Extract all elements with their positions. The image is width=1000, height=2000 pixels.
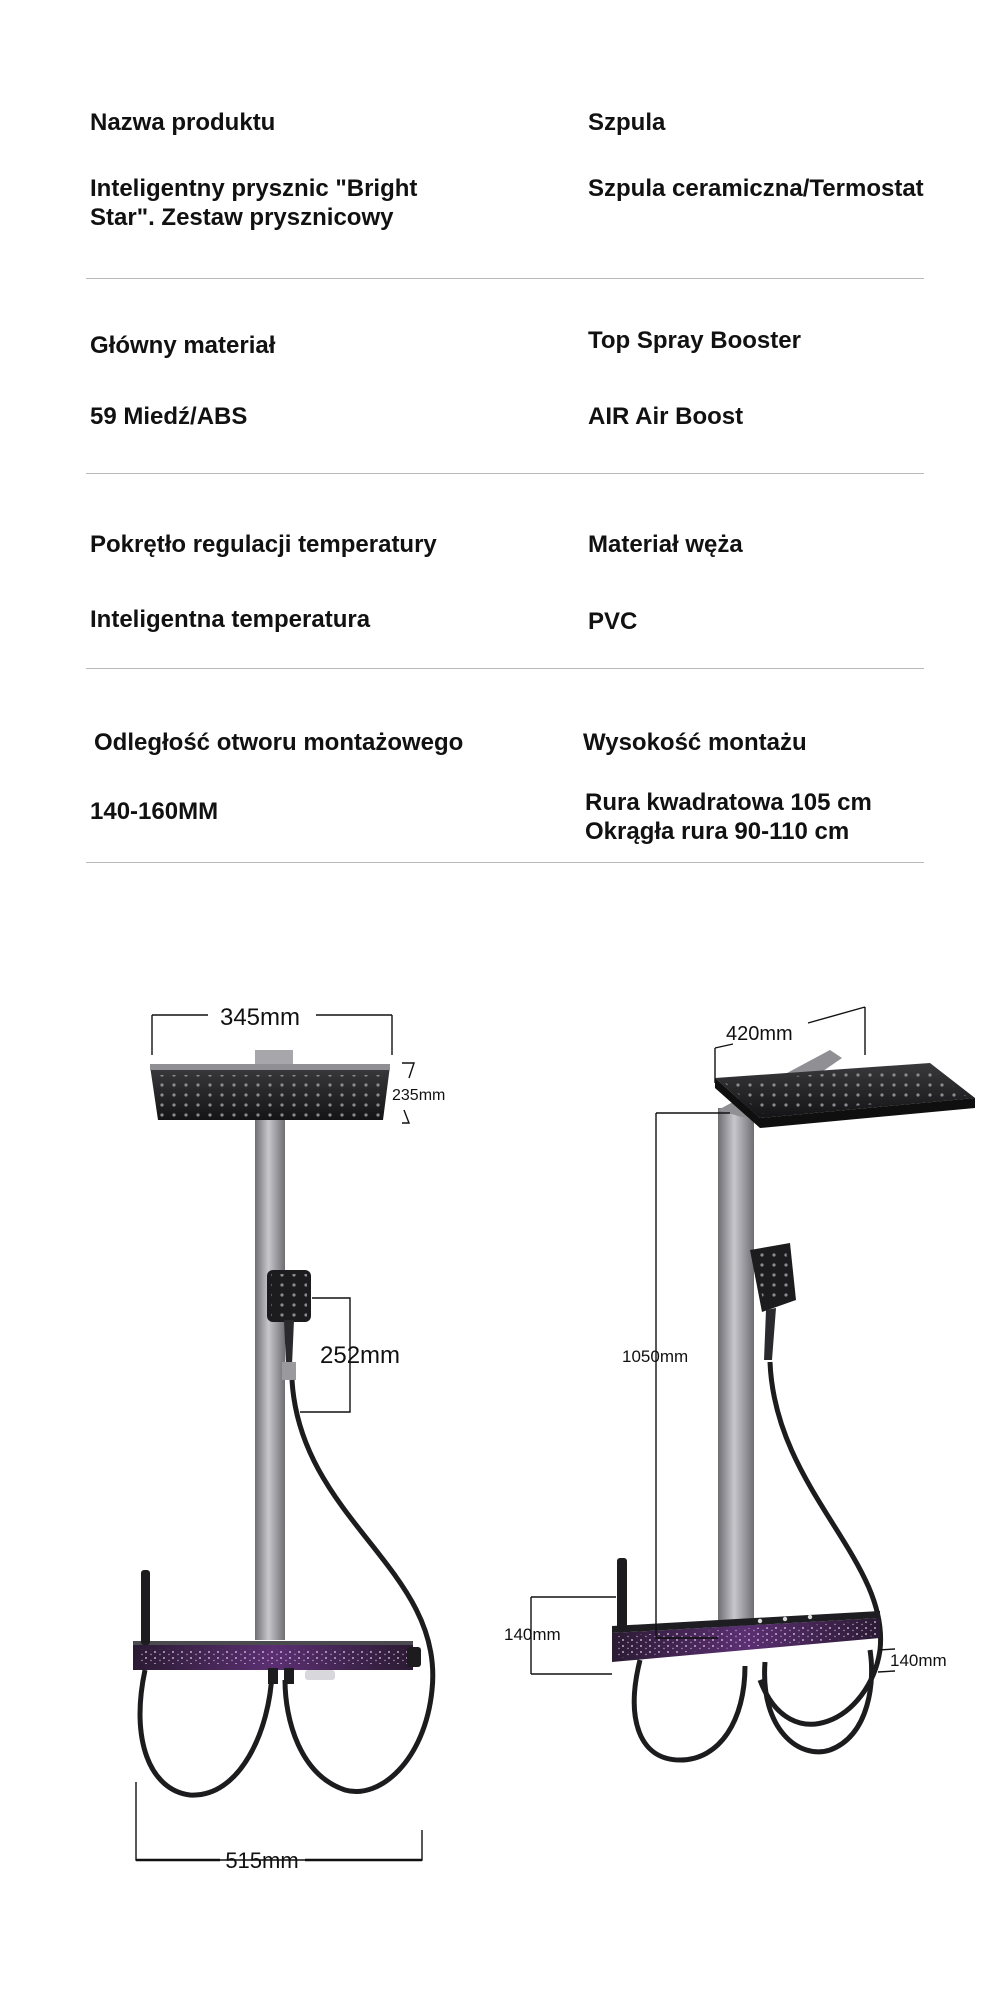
dim-side-hole-distance: 140mm: [890, 1651, 947, 1670]
spec-value-spool: Szpula ceramiczna/Termostat: [588, 175, 924, 202]
row-divider: [86, 668, 924, 669]
row-divider: [86, 278, 924, 279]
spec-label-mount-height: Wysokość montażu: [583, 729, 807, 756]
spec-value-temp-knob: Inteligentna temperatura: [90, 606, 371, 633]
riser-pipe: [255, 1110, 285, 1640]
spec-value-product-name-line2: Star". Zestaw prysznicowy: [90, 204, 394, 231]
spec-value-product-name-line1: Inteligentny prysznic "Bright: [90, 175, 418, 202]
spec-label-spool: Szpula: [588, 109, 666, 136]
spec-value-hose-material: PVC: [588, 608, 638, 635]
spec-label-hole-distance: Odległość otworu montażowego: [94, 729, 464, 756]
shower-arm: [255, 1050, 293, 1066]
dimension-diagrams: [0, 960, 1000, 1960]
spec-value-hole-distance: 140-160MM: [90, 798, 219, 825]
dim-side-head-width: 420mm: [726, 1023, 793, 1045]
hose: [285, 1380, 433, 1792]
dim-side-height: 1050mm: [622, 1347, 689, 1366]
dim-front-head-depth: 235mm: [392, 1087, 446, 1104]
row-divider: [86, 473, 924, 474]
dim-front-base-width: 515mm: [225, 1848, 299, 1873]
spec-label-hose-material: Materiał węża: [588, 531, 743, 558]
front-view-shower: [133, 1050, 433, 1795]
spec-value-mount-height-line1: Rura kwadratowa 105 cm: [585, 789, 872, 816]
hose: [760, 1362, 881, 1724]
spec-label-temp-knob: Pokrętło regulacji temperatury: [90, 531, 437, 558]
tub-spout: [617, 1558, 627, 1630]
spec-value-main-material: 59 Miedź/ABS: [90, 403, 248, 430]
spec-label-product-name: Nazwa produktu: [90, 109, 276, 136]
riser-pipe: [718, 1108, 754, 1633]
row-divider: [86, 862, 924, 863]
dim-front-head-width: 345mm: [219, 1004, 301, 1031]
spec-label-main-material: Główny materiał: [90, 332, 276, 359]
spec-value-mount-height-line2: Okrągła rura 90-110 cm: [585, 818, 850, 845]
spec-value-top-spray: AIR Air Boost: [588, 403, 744, 430]
spec-label-top-spray: Top Spray Booster: [588, 327, 801, 354]
dim-side-spout-height: 140mm: [504, 1625, 561, 1644]
tub-spout: [141, 1570, 150, 1645]
dim-handheld-length: 252mm: [320, 1342, 401, 1369]
